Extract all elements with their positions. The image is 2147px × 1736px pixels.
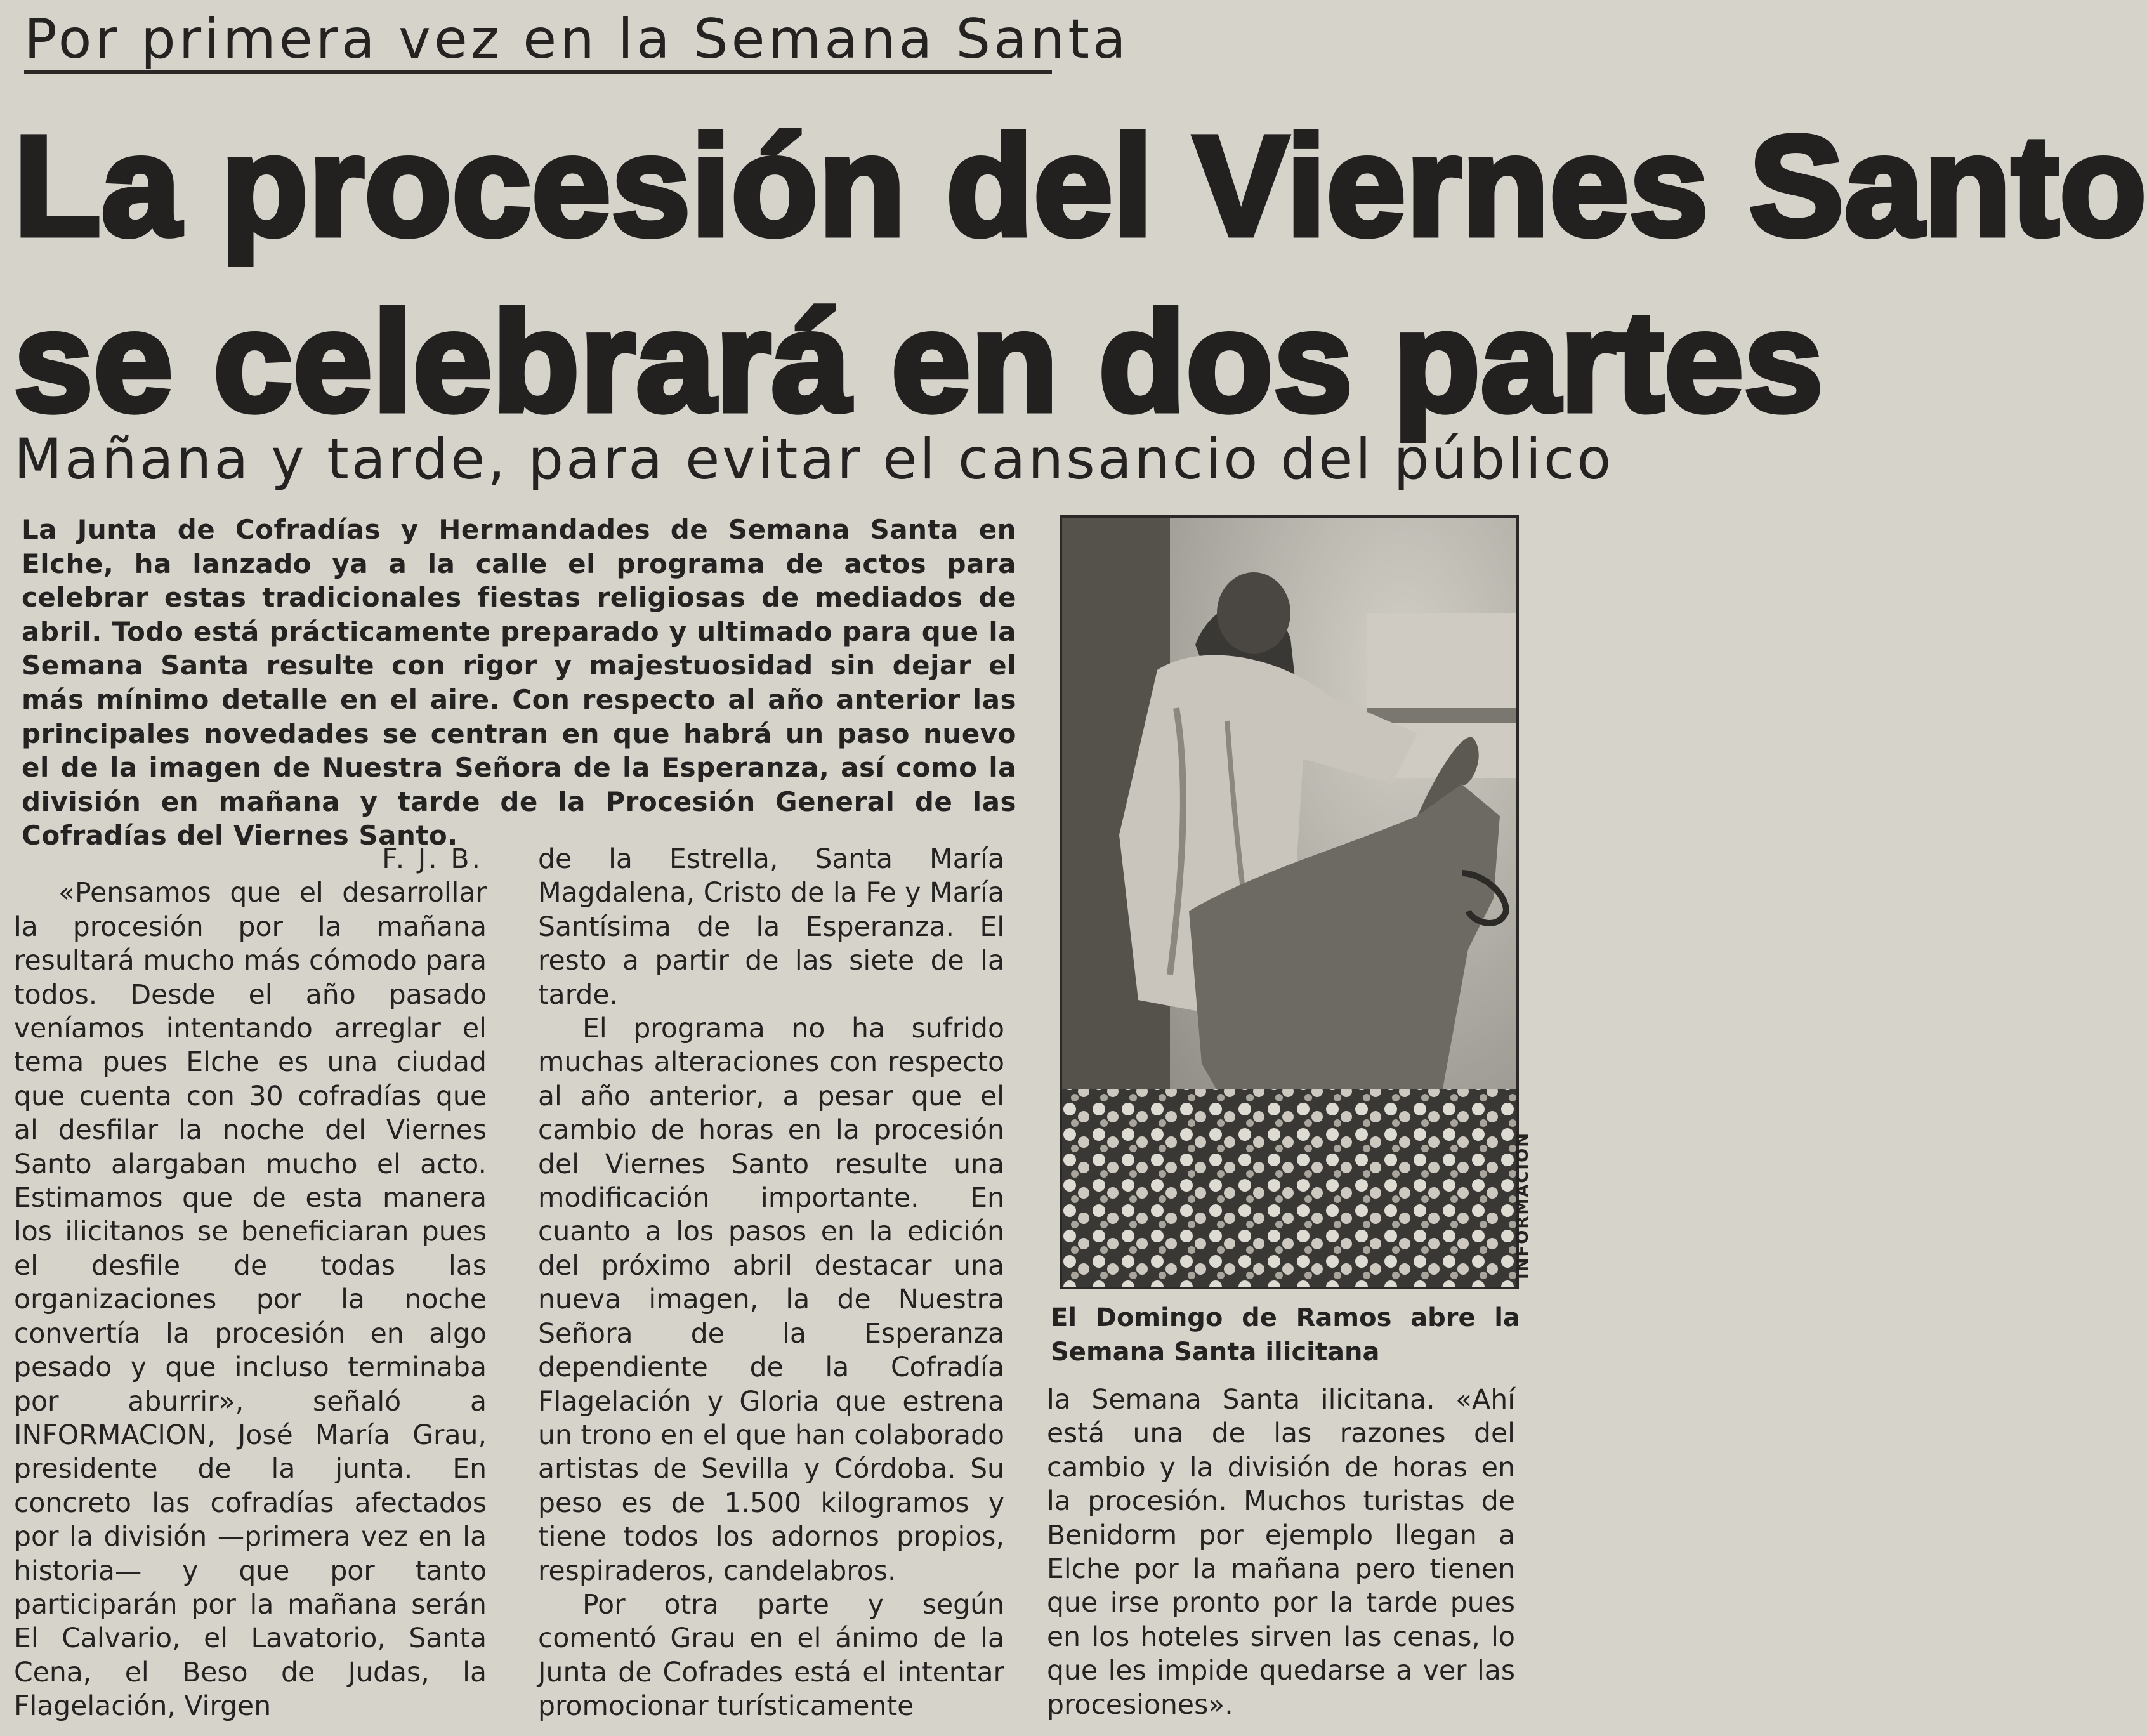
byline: F. J. B. (382, 844, 483, 875)
photo-credit-text: INFORMACION (1513, 1132, 1532, 1279)
body-paragraph: la Semana Santa ilicitana. «Ahí está una de las razones del cambio y la división de horas en la procesión. Muchos turistas de Benidorm por ejemplo llegan a Elche por la mañana pero tienen que irse pronto por la tarde pues en los hoteles sirven las cenas, lo que les impide quedarse a ver las procesiones». (1047, 1384, 1515, 1721)
photo-credit (1510, 1129, 1535, 1282)
body-paragraph: El programa no ha sufrido muchas alteraciones con respecto al año anterior, a pesar que el cambio de horas en la procesión del Viernes Santo resulte una modificación importante. En cuanto a los pasos en la edición del próximo abril destacar una nueva imagen, la de Nuestra Señora de la Esperanza dependiente de la Cofradía Flagelación y Gloria que estrena un trono en el que han colaborado artistas de Sevilla y Córdoba. Su peso es de 1.500 kilogramos y tiene todos los adornos propios, respiraderos, candelabros. (538, 1013, 1004, 1587)
photo-caption: El Domingo de Ramos abre la Semana Santa ilicitana (1051, 1303, 1520, 1367)
lead-paragraph: La Junta de Cofradías y Hermandades de Semana Santa en Elche, ha lanzado ya a la calle el programa de actos para celebrar estas tradicionales fiestas religiosas de mediados de abril. Todo está prácticamente preparado y ultimado para que la Semana Santa resulte con rigor y majestuosidad sin dejar el más mínimo detalle en el aire. Con respecto al año anterior las principales novedades se centran en que habrá un paso nuevo el de la imagen de Nuestra Señora de la Esperanza, así como la división en mañana y tarde de la Procesión General de las Cofradías del Viernes Santo. (22, 514, 1016, 852)
subheadline: Mañana y tarde, para evitar el cansancio del público (14, 426, 1614, 492)
headline-line-2: se celebrará en dos partes (14, 282, 1824, 441)
body-column-2 (538, 843, 1004, 1724)
headline-line-1: La procesión del Viernes Santo (14, 107, 2147, 265)
body-column-1 (14, 843, 487, 1724)
body-paragraph: «Pensamos que el desarrollar la procesión por la mañana resultará mucho más cómodo para todos. Desde el año pasado veníamos intentando arreglar el tema pues Elche es una ciudad que cuenta con 30 cofradías que al desfilar la noche del Viernes Santo alargaban mucho el acto. Estimamos que de esta manera los ilicitanos se beneficiaran pues el desfile de todas las organizaciones por la noche convertía la procesión en algo pesado y que incluso terminaba por aburrir», señaló a INFORMACION, José María Grau, presidente de la junta. En concreto las cofradías afectados por la división —primera vez en la historia— y que por tanto participarán por la mañana serán El Calvario, el Lavatorio, Santa Cena, el Beso de Judas, la Flagelación, Virgen (14, 878, 487, 1723)
body-paragraph: de la Estrella, Santa María Magdalena, Cristo de la Fe y María Santísima de la Esperanza. El resto a partir de las siete de la tarde. (538, 844, 1004, 1011)
body-column-3 (1047, 1383, 1515, 1722)
procession-photo (1060, 515, 1519, 1289)
article-kicker: Por primera vez en la Semana Santa (24, 5, 1052, 74)
body-paragraph: Por otra parte y según comentó Grau en el ánimo de la Junta de Cofrades está el intentar promocionar turísticamente (538, 1589, 1004, 1723)
